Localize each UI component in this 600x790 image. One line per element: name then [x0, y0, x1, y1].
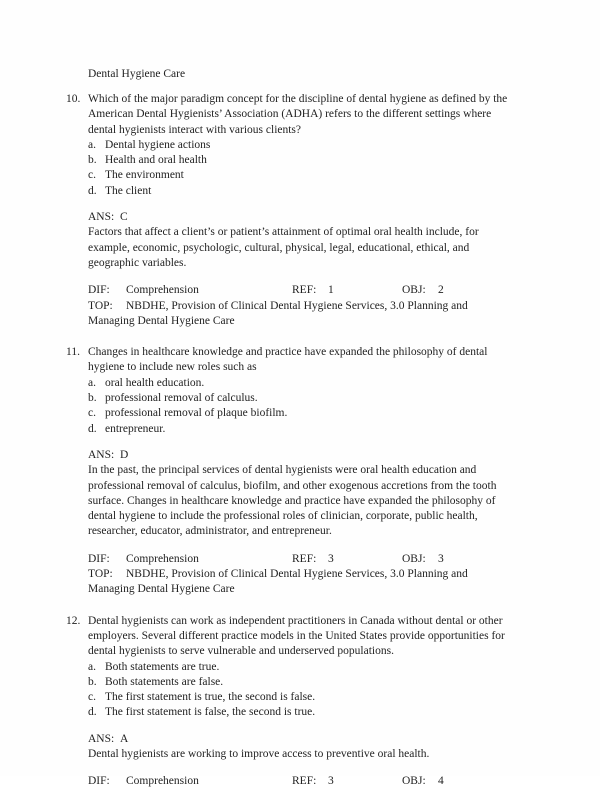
option-item[interactable] — [88, 690, 514, 705]
option-text: The client — [105, 184, 152, 197]
option-item[interactable] — [88, 376, 514, 391]
top-label: TOP: — [88, 299, 113, 312]
option-item[interactable] — [88, 391, 514, 406]
metadata-row-primary — [88, 552, 514, 567]
answer-value: C — [119, 211, 128, 224]
metadata-row-primary — [88, 774, 514, 789]
option-text: The first statement is true, the second is false. — [105, 691, 316, 704]
answer-rationale: Dental hygienists are working to improve access to preventive oral health. — [88, 747, 430, 760]
answer-line — [88, 448, 514, 463]
answer-rationale: In the past, the principal services of dental hygienists were oral health education and professional removal of calculus, biofilm, and other exogenous accretions from the tooth surface. Changes in healthcare knowledge and practice have expanded the philosophy of dental hygiene to include the professional roles of clinician, corporate, public health, researcher, educator, administrator, and entrepreneur. — [88, 464, 497, 538]
option-text: professional removal of plaque biofilm. — [105, 407, 288, 420]
answer-block — [88, 210, 514, 271]
question-stem-row — [66, 92, 514, 138]
dif-value: Comprehension — [126, 552, 199, 565]
option-text: entrepreneur. — [105, 422, 166, 435]
option-item[interactable] — [88, 422, 514, 437]
answer-label: ANS: — [88, 448, 115, 461]
answer-value: A — [119, 732, 129, 745]
option-letter: c. — [88, 691, 96, 704]
option-text: Both statements are true. — [105, 660, 220, 673]
running-head: Dental Hygiene Care — [88, 68, 186, 80]
dif-value: Comprehension — [126, 284, 199, 297]
option-letter: d. — [88, 706, 97, 719]
metadata-row-topic — [88, 567, 514, 598]
question-stem: Which of the major paradigm concept for the discipline of dental hygiene as defined by the American Dental Hygienists’ Association (ADHA) refers to the different settings where dental hygienists interact with various clients? — [88, 93, 508, 136]
ref-label: REF: — [292, 552, 317, 565]
top-label: TOP: — [88, 568, 113, 581]
option-text: Health and oral health — [105, 154, 207, 167]
dif-label: DIF: — [88, 284, 110, 297]
ref-label: REF: — [292, 284, 317, 297]
metadata-block — [88, 774, 514, 789]
option-text: oral health education. — [105, 376, 205, 389]
dif-value: Comprehension — [126, 775, 199, 788]
option-item[interactable] — [88, 406, 514, 421]
question-block-10 — [66, 92, 514, 329]
answer-label: ANS: — [88, 211, 115, 224]
option-text: Dental hygiene actions — [105, 138, 211, 151]
option-item[interactable] — [88, 184, 514, 199]
option-text: professional removal of calculus. — [105, 392, 258, 405]
option-letter: c. — [88, 407, 96, 420]
page-content — [66, 66, 514, 790]
option-letter: b. — [88, 392, 97, 405]
option-letter: c. — [88, 169, 96, 182]
metadata-block — [88, 283, 514, 329]
option-text: The first statement is false, the second is true. — [105, 706, 316, 719]
question-stem-row — [66, 614, 514, 660]
metadata-row-topic — [88, 299, 514, 330]
ref-label: REF: — [292, 775, 317, 788]
obj-label: OBJ: — [402, 552, 426, 565]
option-item[interactable] — [88, 153, 514, 168]
question-block-12 — [66, 614, 514, 790]
answer-block — [88, 448, 514, 540]
top-value: NBDHE, Provision of Clinical Dental Hygiene Services, 3.0 Planning and Managing Dental Hygiene Care — [88, 299, 468, 327]
question-number: 11. — [66, 346, 80, 359]
option-letter: a. — [88, 138, 96, 151]
answer-label: ANS: — [88, 732, 115, 745]
obj-value: 3 — [438, 552, 444, 565]
question-number: 12. — [66, 614, 81, 627]
answer-line — [88, 732, 514, 747]
option-item[interactable] — [88, 168, 514, 183]
block-spacer — [66, 329, 514, 345]
option-letter: d. — [88, 184, 97, 197]
question-stem: Changes in healthcare knowledge and practice have expanded the philosophy of dental hygiene to include new roles such as — [88, 346, 488, 374]
ref-value: 3 — [328, 775, 334, 788]
option-item[interactable] — [88, 675, 514, 690]
option-list — [88, 660, 514, 721]
option-item[interactable] — [88, 138, 514, 153]
answer-block — [88, 732, 514, 763]
question-stem: Dental hygienists can work as independent practitioners in Canada without dental or other employers. Several different practice models in the United States provide opportunities for dental hygienists to serve vulnerable and underserved populations. — [88, 614, 505, 658]
answer-rationale: Factors that affect a client’s or patient’s attainment of optimal oral health include, for example, economic, psychologic, cultural, physical, legal, educational, ethical, and geographic variables. — [88, 226, 479, 269]
option-letter: d. — [88, 422, 97, 435]
answer-line — [88, 210, 514, 225]
question-block-11 — [66, 345, 514, 597]
option-letter: b. — [88, 154, 97, 167]
obj-label: OBJ: — [402, 775, 426, 788]
ref-value: 3 — [328, 552, 334, 565]
answer-value: D — [119, 448, 129, 461]
ref-value: 1 — [328, 284, 334, 297]
dif-label: DIF: — [88, 775, 110, 788]
option-letter: a. — [88, 660, 96, 673]
question-number: 10. — [66, 93, 81, 105]
metadata-row-primary — [88, 283, 514, 298]
obj-label: OBJ: — [402, 284, 426, 297]
option-list — [88, 376, 514, 437]
metadata-block — [88, 552, 514, 598]
obj-value: 2 — [438, 284, 444, 297]
option-text: The environment — [105, 169, 184, 182]
question-stem-row — [66, 345, 514, 376]
option-list — [88, 138, 514, 199]
option-item[interactable] — [88, 660, 514, 675]
option-letter: b. — [88, 675, 97, 688]
obj-value: 4 — [438, 775, 444, 788]
option-letter: a. — [88, 376, 96, 389]
option-item[interactable] — [88, 705, 514, 720]
top-value: NBDHE, Provision of Clinical Dental Hygiene Services, 3.0 Planning and Managing Dental Hygiene Care — [88, 568, 468, 596]
dif-label: DIF: — [88, 552, 110, 565]
option-text: Both statements are false. — [105, 675, 224, 688]
block-spacer — [66, 598, 514, 614]
